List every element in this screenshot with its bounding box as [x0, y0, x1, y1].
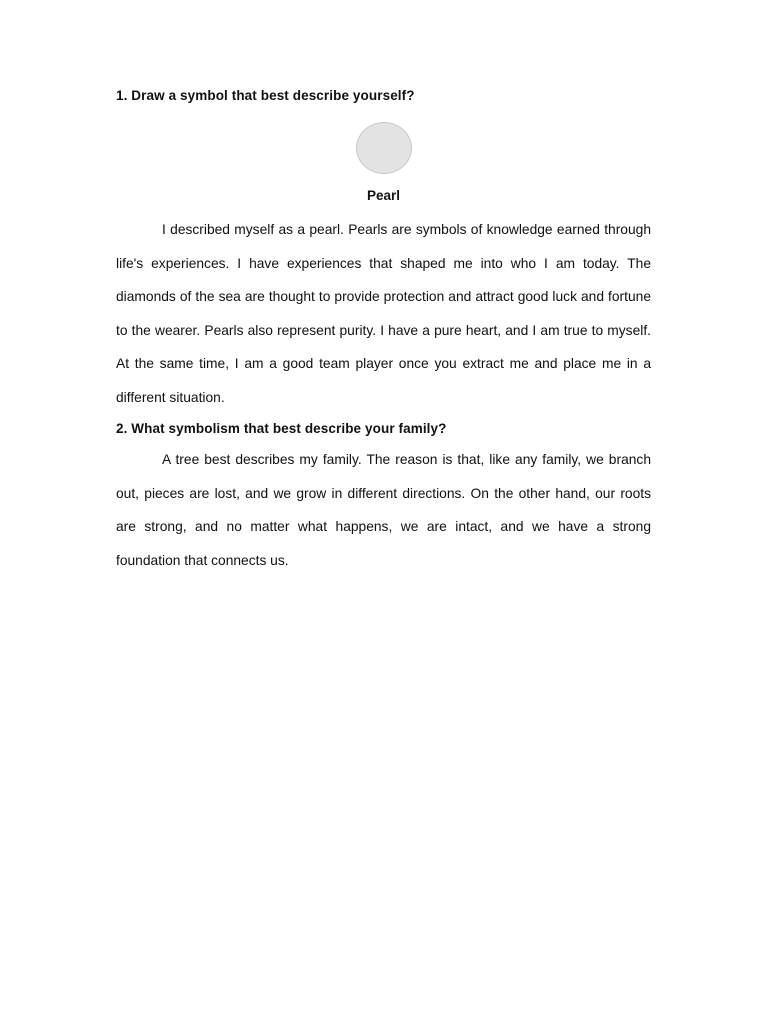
document-page: [116, 86, 651, 577]
answer-2-paragraph: A tree best describes my family. The reason is that, like any family, we branch out, pieces are lost, and we grow in different directions. On the other hand, our roots are strong, and no matter what happens, we are intact, and we have a strong foundation that connects us.: [116, 452, 651, 568]
symbol-label: Pearl: [366, 188, 401, 203]
question-2-heading: 2. What symbolism that best describe your family?: [116, 421, 447, 436]
pearl-circle-icon: [356, 122, 412, 174]
answer-1-paragraph: I described myself as a pearl. Pearls are symbols of knowledge earned through life's experiences. I have experiences that shaped me into who I am today. The diamonds of the sea are thought to provide protection and attract good luck and fortune to the wearer. Pearls also represent purity. I have a pure heart, and I am true to myself. At the same time, I am a good team player once you extract me and place me in a different situation.: [116, 222, 651, 405]
symbol-drawing: [116, 122, 651, 176]
question-1-heading: 1. Draw a symbol that best describe yourself?: [116, 88, 415, 103]
